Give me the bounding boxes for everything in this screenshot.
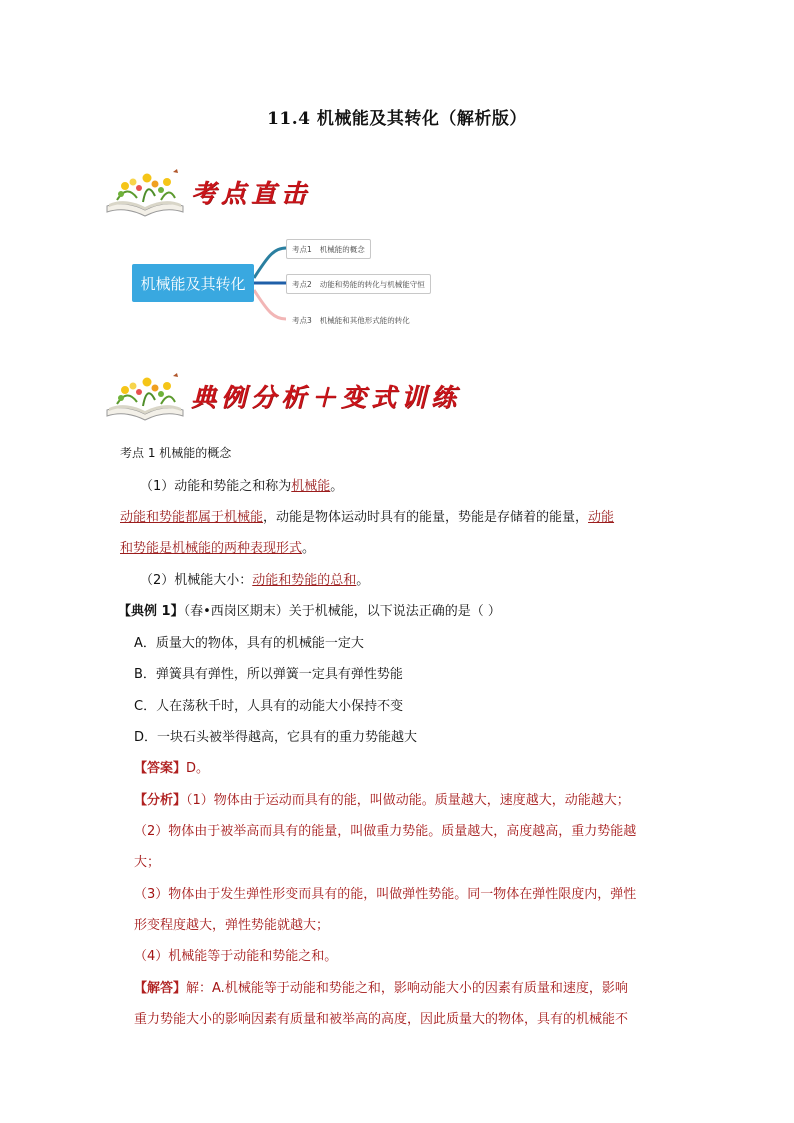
paragraph-1 — [140, 471, 343, 502]
branch-label: 机械能和其他形式能的转化 — [319, 315, 410, 325]
mindmap-root: 机械能及其转化 — [132, 264, 254, 302]
mindmap — [128, 232, 448, 332]
text: 。 — [330, 479, 344, 494]
text: （1）动能和势能之和称为 — [140, 479, 292, 494]
analysis-line-6: （4）机械能等于动能和势能之和。 — [134, 949, 338, 964]
analysis-tag: 【分析】 — [134, 793, 187, 808]
option-d: D．一块石头被举得越高，它具有的重力势能越大 — [134, 730, 418, 745]
text: （2）机械能大小： — [140, 573, 253, 588]
section-banner-dianli — [103, 370, 583, 424]
text: 解：A.机械能等于动能和势能之和，影响动能大小的因素有质量和速度，影响 — [186, 981, 628, 996]
analysis-line-3: 大； — [134, 855, 161, 870]
paragraph-2-line-1 — [120, 502, 614, 533]
key-term: 机械能 — [291, 479, 331, 494]
key-term: 动能和势能都属于机械能 — [120, 510, 264, 525]
banner-title: 考点直击 — [191, 179, 312, 208]
key-term: 和势能是机械能的两种表现形式 — [120, 541, 303, 556]
branch-label: 动能和势能的转化与机械能守恒 — [319, 279, 425, 289]
analysis-line-1 — [134, 785, 630, 816]
analysis-line-5: 形变程度越大，弹性势能就越大； — [134, 918, 330, 933]
branch-tag: 考点1 — [292, 244, 312, 254]
option-b: B．弹簧具有弹性，所以弹簧一定具有弹性势能 — [134, 667, 403, 682]
answer-line — [134, 753, 209, 784]
example-stem — [118, 596, 501, 627]
paragraph-2-line-2 — [120, 533, 315, 564]
text: （1）物体由于运动而具有的能，叫做动能。质量越大，速度越大，动能越大； — [186, 793, 630, 808]
banner-title: 典例分析＋变式训练 — [191, 383, 462, 412]
solution-tag: 【解答】 — [134, 981, 187, 996]
book-flowers-icon — [103, 166, 187, 220]
option-c: C．人在荡秋千时，人具有的动能大小保持不变 — [134, 699, 404, 714]
text: ，动能是物体运动时具有的能量，势能是存储着的能量， — [263, 510, 589, 525]
solution-line-2: 重力势能大小的影响因素有质量和被举高的高度，因此质量大的物体，具有的机械能不 — [134, 1012, 629, 1027]
question-stem: （春•西岗区期末）关于机械能，以下说法正确的是（ ） — [183, 604, 501, 619]
section-banner-kaodian — [103, 166, 523, 220]
key-term: 动能和势能的总和 — [252, 573, 357, 588]
mindmap-branch-3 — [286, 310, 416, 330]
connector-branch-1 — [254, 248, 286, 278]
key-term: 动能 — [588, 510, 615, 525]
mindmap-branch-2 — [286, 274, 431, 294]
section-heading: 考点 1 机械能的概念 — [120, 446, 232, 460]
page-title: 11.4 机械能及其转化（解析版） — [267, 109, 527, 129]
solution-line-1 — [134, 973, 628, 1004]
answer-tag: 【答案】 — [134, 761, 187, 776]
analysis-line-2: （2）物体由于被举高而具有的能量，叫做重力势能。质量越大，高度越高，重力势能越 — [134, 824, 637, 839]
paragraph-3 — [140, 565, 369, 596]
branch-label: 机械能的概念 — [319, 244, 365, 254]
book-flowers-icon — [103, 370, 187, 424]
branch-tag: 考点2 — [292, 279, 312, 289]
answer-value: D。 — [186, 761, 210, 776]
analysis-line-4: （3）物体由于发生弹性形变而具有的能，叫做弹性势能。同一物体在弹性限度内，弹性 — [134, 887, 637, 902]
connector-branch-3 — [254, 290, 286, 319]
option-a: A．质量大的物体，具有的机械能一定大 — [134, 636, 364, 651]
branch-tag: 考点3 — [292, 315, 312, 325]
document-body — [120, 438, 680, 1058]
text: 。 — [302, 541, 316, 556]
example-tag: 【典例 1】 — [118, 604, 184, 619]
text: 。 — [356, 573, 370, 588]
mindmap-branch-1 — [286, 239, 371, 259]
